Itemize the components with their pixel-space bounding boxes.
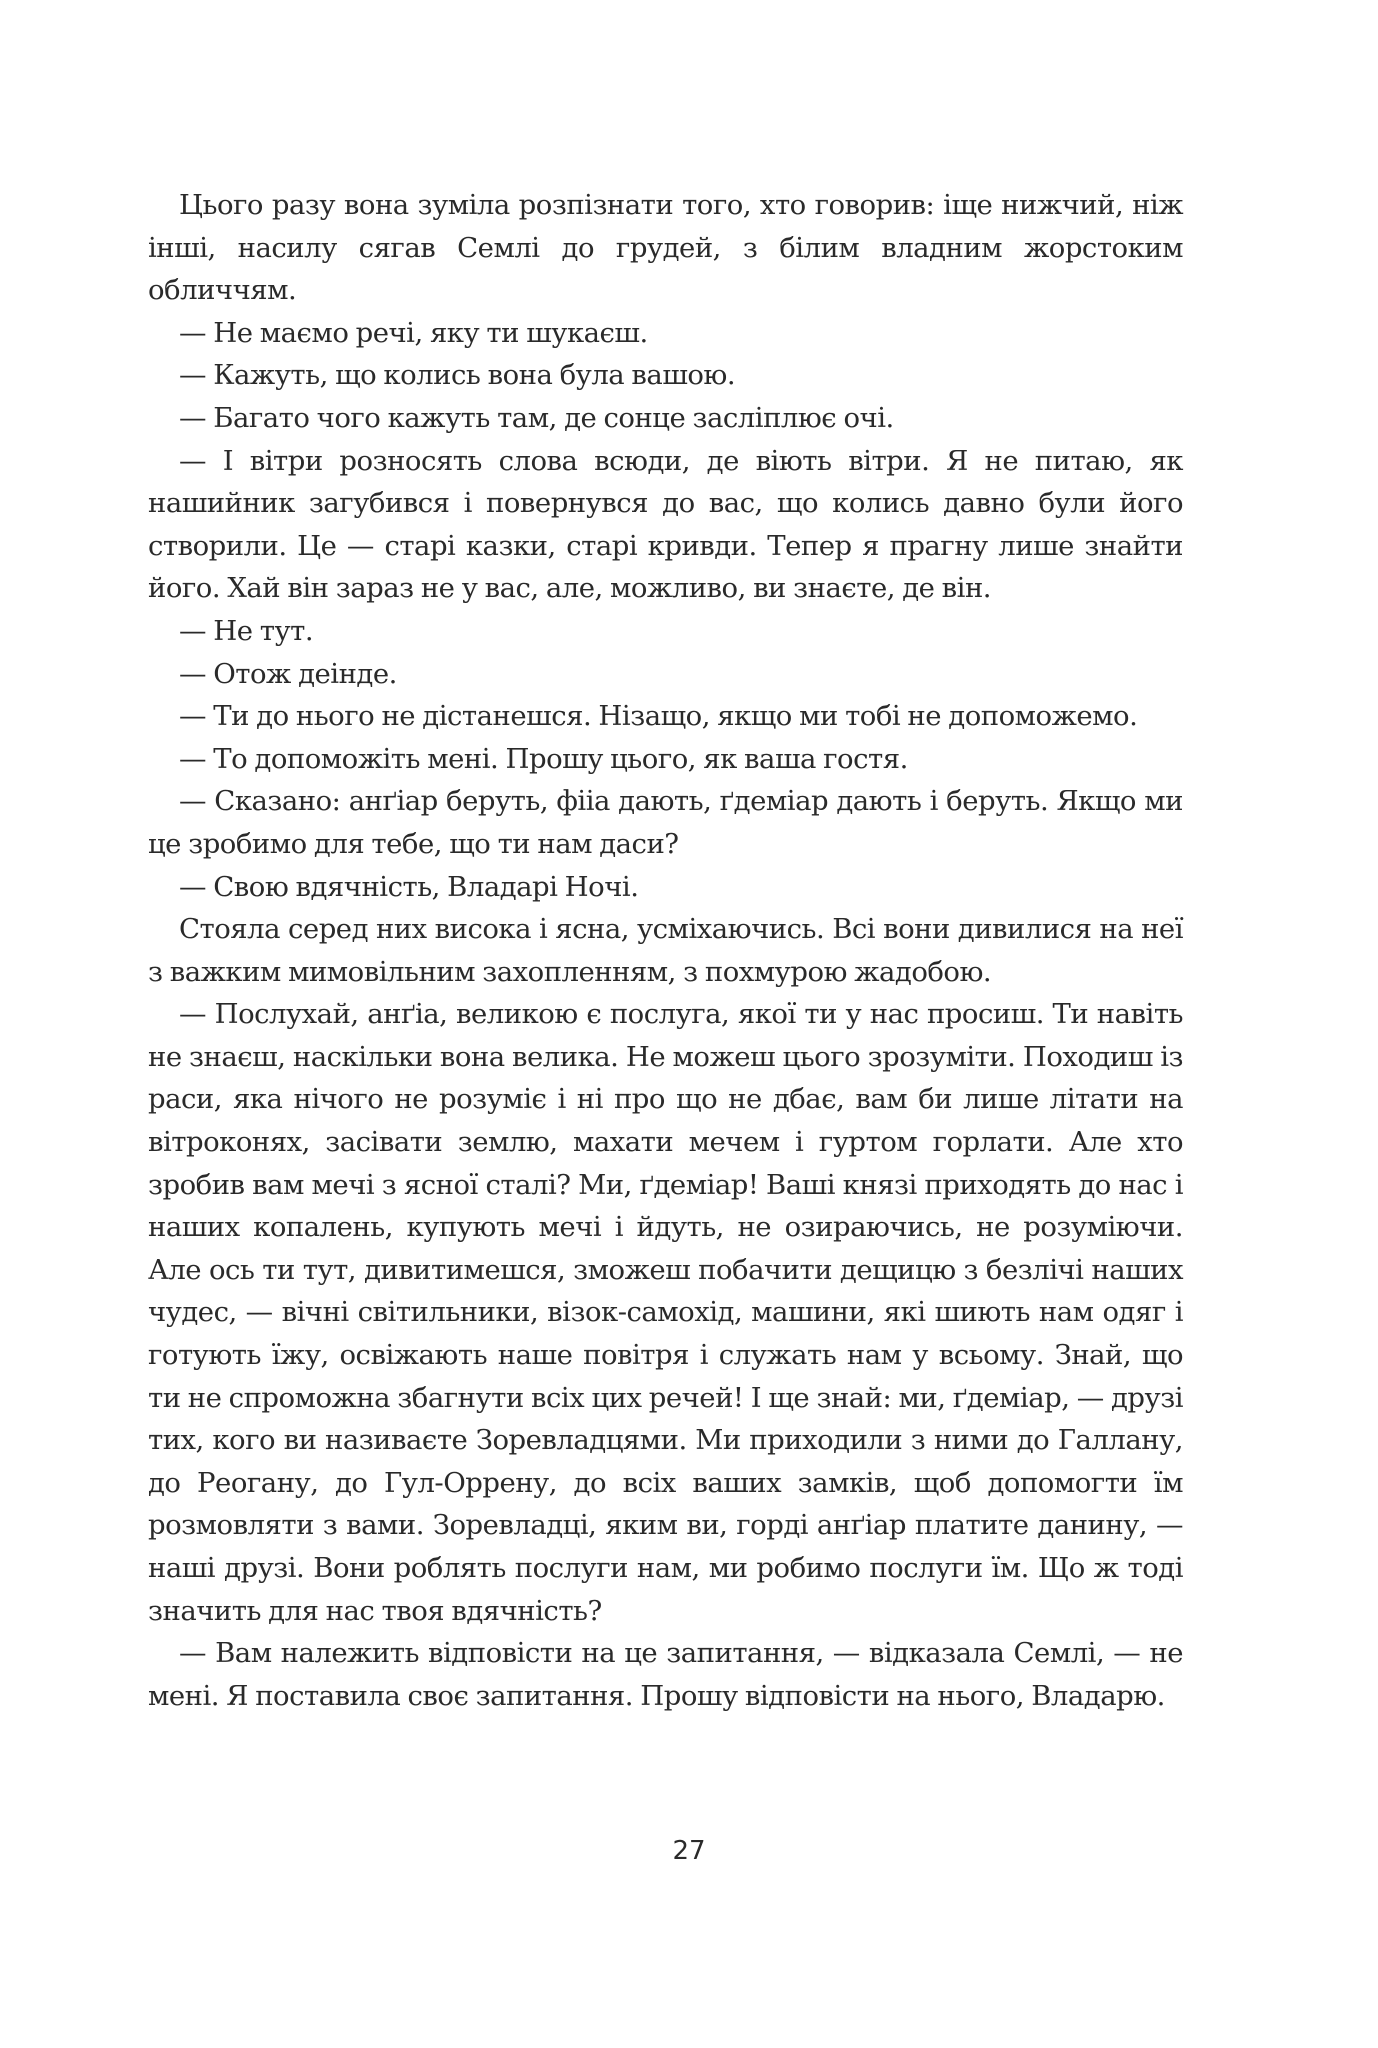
paragraph-dialogue-4: — І вітри розносять слова всюди, де віють вітри. Я не питаю, як нашийник загубився і повернувся до вас, що колись давно були його створили. Це — старі казки, старі кривди. Тепер я прагну лише знайти його. Хай він зараз не у вас, але, можливо, ви знаєте, де він. [148, 444, 1183, 605]
paragraph-dialogue-12: — Вам належить відповісти на це запитання, — відказала Семлі, — не мені. Я поставила своє запитання. Прошу відповісти на нього, Владарю. [148, 1637, 1183, 1712]
paragraph-narration-2: Стояла серед них висока і ясна, усміхаючись. Всі вони дивилися на неї з важким мимовільним захопленням, з похмурою жадобою. [148, 913, 1183, 988]
paragraph-dialogue-6: — Отож деінде. [179, 657, 397, 690]
paragraph-dialogue-2: — Кажуть, що колись вона була вашою. [179, 359, 736, 392]
paragraph-dialogue-1: — Не маємо речі, яку ти шукаєш. [179, 316, 648, 349]
paragraph-dialogue-11: — Послухай, анґіа, великою є послуга, якої ти у нас просиш. Ти навіть не знаєш, наскільки вона велика. Не можеш цього зрозуміти. Походиш із раси, яка нічого не розуміє і ні про що не дбає, вам би лише літати на вітроконях, засівати землю, махати мечем і гуртом горлати. Але хто зробив вам мечі з ясної сталі? Ми, ґдеміар! Ваші князі приходять до нас і наших копалень, купують мечі і йдуть, не озираючись, не розуміючи. Але ось ти тут, дивитимешся, зможеш побачити дещицю з безлічі наших чудес, — вічні світильники, візок-самохід, машини, які шиють нам одяг і готують їжу, освіжають наше повітря і служать нам у всьому. Знай, що ти не спроможна збагнути всіх цих речей! І ще знай: ми, ґдеміар, — друзі тих, кого ви називаєте Зоревладцями. Ми приходили з ними до Галлану, до Реогану, до Гул-Оррену, до всіх ваших замків, щоб допомогти їм розмовляти з вами. Зоревладці, яким ви, горді анґіар платите данину, — наші друзі. Вони роблять послуги нам, ми робимо послуги їм. Що ж тоді значить для нас твоя вдячність? [148, 998, 1183, 1627]
paragraph-dialogue-9: — Сказано: анґіар беруть, фііа дають, ґдеміар дають і беруть. Якщо ми це зробимо для тебе, що ти нам даси? [148, 785, 1183, 860]
paragraph-dialogue-8: — То допоможіть мені. Прошу цього, як ваша гостя. [179, 742, 908, 775]
page-number: 27 [672, 1836, 706, 1866]
paragraph-dialogue-5: — Не тут. [179, 614, 314, 647]
paragraph-dialogue-3: — Багато чого кажуть там, де сонце засліплює очі. [179, 401, 894, 434]
paragraph-dialogue-7: — Ти до нього не дістанешся. Нізащо, якщо ми тобі не допоможемо. [179, 700, 1138, 733]
paragraph-narration-1: Цього разу вона зуміла розпізнати того, хто говорив: іще нижчий, ніж інші, насилу сягав Семлі до грудей, з білим владним жорстоким обличчям. [148, 189, 1183, 307]
paragraph-dialogue-10: — Свою вдячність, Владарі Ночі. [179, 870, 639, 903]
page-body [148, 184, 1183, 1717]
